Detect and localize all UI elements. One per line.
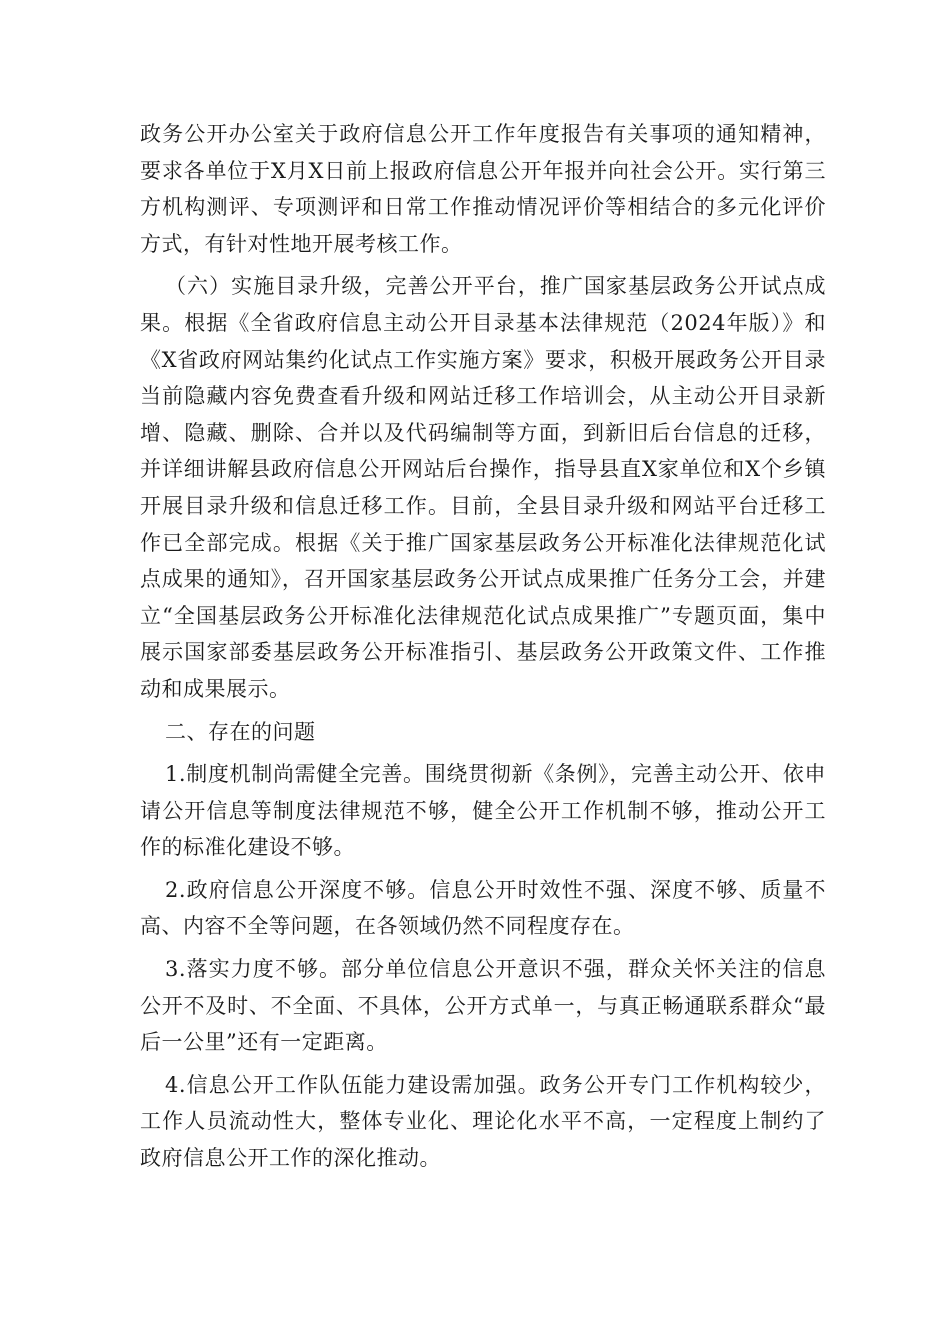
paragraph-continuation: 政务公开办公室关于政府信息公开工作年度报告有关事项的通知精神，要求各单位于X月X日前上报政府信息公开年报并向社会公开。实行第三方机构测评、专项测评和日常工作推动情况评价等相结合的多元化评价方式，有针对性地开展考核工作。 <box>140 122 826 256</box>
heading-existing-problems: 二、存在的问题 <box>165 719 316 744</box>
problem-item-3: 3.落实力度不够。部分单位信息公开意识不强，群众关怀关注的信息公开不及时、不全面、不具体，公开方式单一，与真正畅通联系群众“最后一公里”还有一定距离。 <box>140 957 826 1055</box>
problem-item-2: 2.政府信息公开深度不够。信息公开时效性不强、深度不够、质量不高、内容不全等问题，在各领域仍然不同程度存在。 <box>140 877 826 939</box>
problem-item-4: 4.信息公开工作队伍能力建设需加强。政务公开专门工作机构较少，工作人员流动性大，整体专业化、理论化水平不高，一定程度上制约了政府信息公开工作的深化推动。 <box>140 1072 826 1171</box>
document-page <box>140 116 826 1183</box>
problem-item-1: 1.制度机制尚需健全完善。围绕贯彻新《条例》，完善主动公开、依申请公开信息等制度法律规范不够，健全公开工作机制不够，推动公开工作的标准化建设不够。 <box>140 762 826 860</box>
paragraph-section-six: （六）实施目录升级，完善公开平台，推广国家基层政务公开试点成果。根据《全省政府信息主动公开目录基本法律规范（2024年版）》和《X省政府网站集约化试点工作实施方案》要求，积极开展政务公开目录当前隐藏内容免费查看升级和网站迁移工作培训会，从主动公开目录新增、隐藏、删除、合并以及代码编制等方面，到新旧后台信息的迁移，并详细讲解县政府信息公开网站后台操作，指导县直X家单位和X个乡镇开展目录升级和信息迁移工作。目前，全县目录升级和网站平台迁移工作已全部完成。根据《关于推广国家基层政务公开标准化法律规范化试点成果的通知》，召开国家基层政务公开试点成果推广任务分工会，并建立“全国基层政务公开标准化法律规范化试点成果推广”专题页面，集中展示国家部委基层政务公开标准指引、基层政务公开政策文件、工作推动和成果展示。 <box>140 274 826 701</box>
